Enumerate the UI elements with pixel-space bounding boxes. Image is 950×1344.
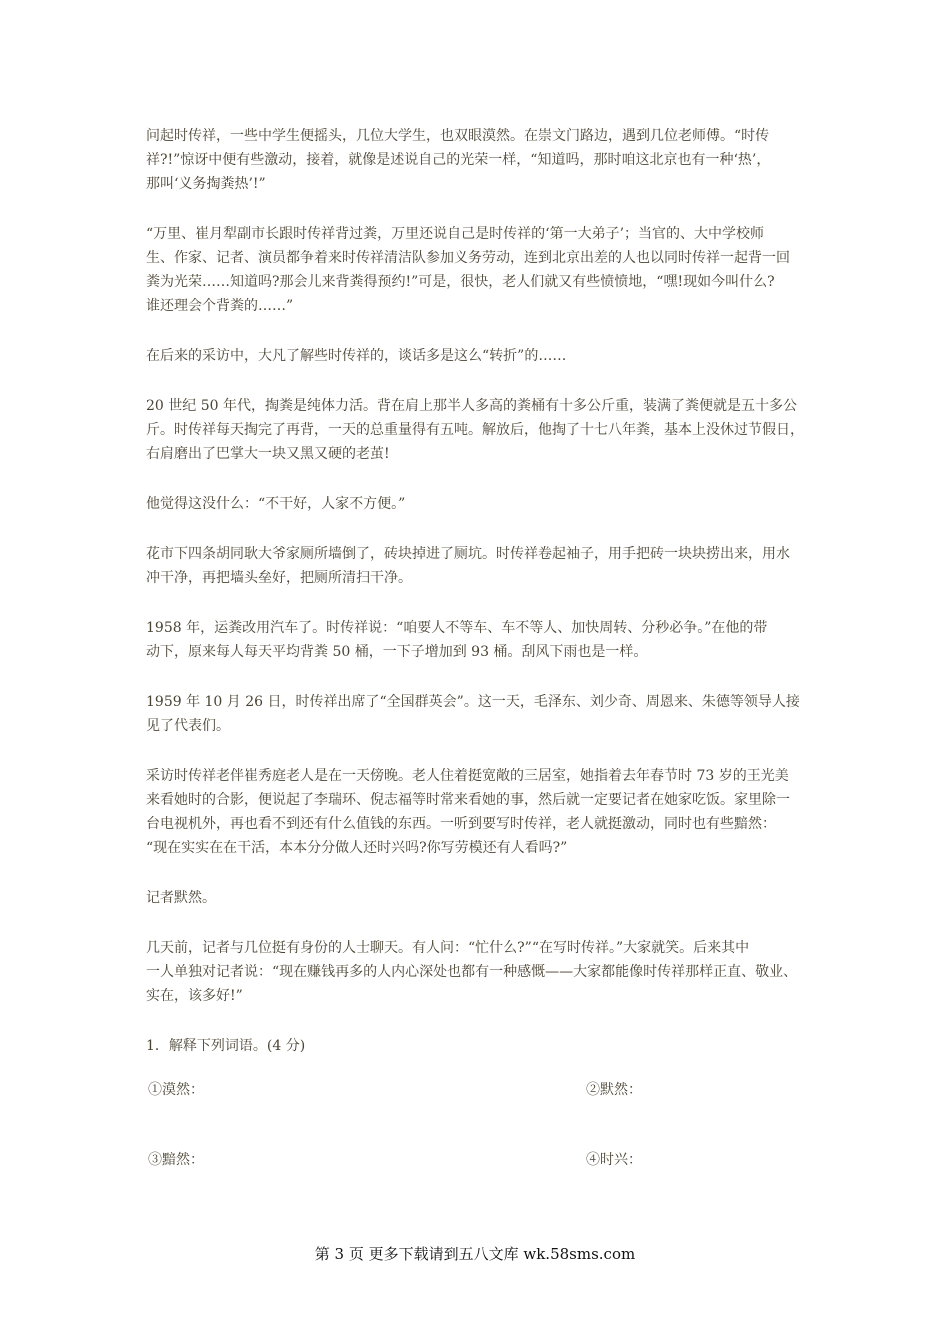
text-line: 采访时传祥老伴崔秀庭老人是在一天傍晚。老人住着挺宽敞的三居室，她指着去年春节时 73 岁的王光美	[146, 768, 789, 784]
text-line: 冲干净，再把墙头垒好，把厕所清扫干净。	[146, 570, 412, 586]
text-line: 那叫‘义务掏粪热’!”	[146, 176, 266, 192]
text-line: 一人单独对记者说：“现在赚钱再多的人内心深处也都有一种感慨——大家都能像时传祥那样正直、敬业、	[146, 964, 798, 980]
vocab-item: ②默然：	[586, 1082, 642, 1098]
paragraph	[146, 616, 810, 664]
page-footer: 第 3 页 更多下载请到五八文库 wk.58sms.com	[314, 1245, 636, 1263]
paragraph	[146, 492, 810, 516]
vocab-row	[146, 1148, 810, 1172]
paragraph	[146, 344, 810, 368]
vocab-item: ③黯然：	[148, 1152, 204, 1168]
text-line: 记者默然。	[146, 890, 216, 906]
vocab-row	[146, 1078, 810, 1102]
text-line: 右肩磨出了巴掌大一块又黑又硬的老茧!	[146, 446, 390, 462]
text-line: 在后来的采访中，大凡了解些时传祥的，谈话多是这么“转折”的……	[146, 348, 567, 364]
paragraph	[146, 936, 810, 1008]
text-line: 粪为光荣……知道吗?那会儿来背粪得预约!”可是，很快，老人们就又有些愤愤地，“嘿!现如今叫什么?	[146, 274, 775, 290]
paragraph	[146, 764, 810, 860]
text-line: 见了代表们。	[146, 718, 230, 734]
text-line: “现在实实在在干活，本本分分做人还时兴吗?你写劳模还有人看吗?”	[146, 840, 568, 856]
text-line: 实在，该多好!”	[146, 988, 243, 1004]
text-line: 斤。时传祥每天掏完了再背，一天的总重量得有五吨。解放后，他掏了十七八年粪，基本上没休过节假日，	[146, 422, 804, 438]
text-line: 20 世纪 50 年代，掏粪是纯体力活。背在肩上那半人多高的粪桶有十多公斤重，装满了粪便就是五十多公	[146, 398, 797, 414]
text-line: 祥?!”惊讶中便有些激动，接着，就像是述说自己的光荣一样，“知道吗，那时咱这北京也有一种‘热’，	[146, 152, 771, 168]
paragraph	[146, 124, 810, 196]
text-line: 1959 年 10 月 26 日，时传祥出席了“全国群英会”。这一天，毛泽东、刘少奇、周恩来、朱德等领导人接	[146, 694, 800, 710]
paragraph	[146, 886, 810, 910]
text-line: 他觉得这没什么：“不干好，人家不方便。”	[146, 496, 406, 512]
vocab-item: ④时兴：	[586, 1152, 642, 1168]
paragraph	[146, 542, 810, 590]
text-line: 花市下四条胡同耿大爷家厕所墙倒了，砖块掉进了厕坑。时传祥卷起袖子，用手把砖一块块捞出来，用水	[146, 546, 790, 562]
text-line: 来看她时的合影，便说起了李瑞环、倪志福等时常来看她的事，然后就一定要记者在她家吃饭。家里除一	[146, 792, 790, 808]
text-line: “万里、崔月犁副市长跟时传祥背过粪，万里还说自己是时传祥的‘第一大弟子’；当官的、大中学校师	[146, 226, 765, 242]
text-line: 几天前，记者与几位挺有身份的人士聊天。有人问：“忙什么?”“在写时传祥。”大家就笑。后来其中	[146, 940, 750, 956]
paragraph	[146, 690, 810, 738]
article-body	[146, 124, 810, 1172]
paragraph	[146, 394, 810, 466]
text-line: 问起时传祥，一些中学生便摇头，几位大学生，也双眼漠然。在崇文门路边，遇到几位老师傅。“时传	[146, 128, 770, 144]
question-title: 1．解释下列词语。(4 分)	[146, 1038, 306, 1054]
text-line: 1958 年，运粪改用汽车了。时传祥说：“咱要人不等车、车不等人、加快周转、分秒必争。”在他的带	[146, 620, 768, 636]
text-line: 谁还理会个背粪的……”	[146, 298, 294, 314]
paragraph	[146, 222, 810, 318]
vocab-item: ①漠然：	[148, 1082, 204, 1098]
text-line: 生、作家、记者、演员都争着来时传祥清洁队参加义务劳动，连到北京出差的人也以同时传祥一起背一回	[146, 250, 790, 266]
text-line: 台电视机外，再也看不到还有什么值钱的东西。一听到要写时传祥，老人就挺激动，同时也有些黯然：	[146, 816, 776, 832]
text-line: 动下，原来每人每天平均背粪 50 桶，一下子增加到 93 桶。刮风下雨也是一样。	[146, 644, 648, 660]
